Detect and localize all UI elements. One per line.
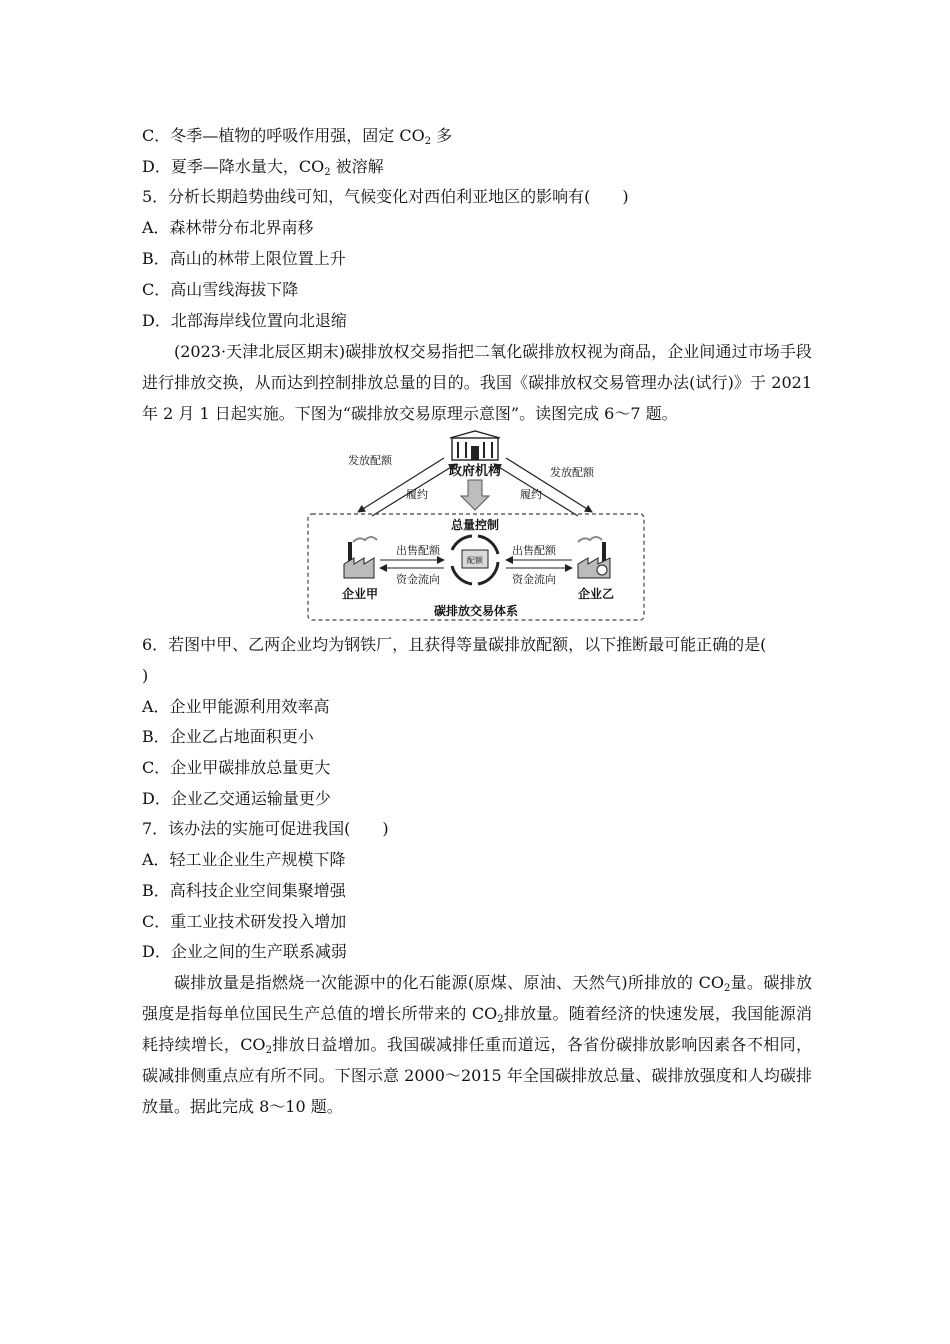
government-label: 政府机构 (448, 464, 502, 479)
passage-carbon-trading: (2023·天津北辰区期末)碳排放权交易指把二氧化碳排放权视为商品，企业间通过市场手段进行排放交换，从而达到控制排放总量的目的。我国《碳排放权交易管理办法(试行)》于 2021 年 2 月 1 日起实施。下图为“碳排放交易原理示意图”。读图完成 6～7 题。 (142, 342, 812, 423)
q5-option-a: A．森林带分布北界南移 (142, 218, 314, 237)
q7-option-c: C．重工业技术研发投入增加 (142, 912, 347, 931)
q6-stem: 6．若图中甲、乙两企业均为钢铁厂，且获得等量碳排放配额，以下推断最可能正确的是( (142, 635, 767, 654)
q7-option-d: D．企业之间的生产联系减弱 (142, 942, 347, 961)
q6-option-d: D．企业乙交通运输量更少 (142, 789, 331, 808)
q4-option-d: D．夏季—降水量大，$CO_2$ 被溶解 (142, 157, 384, 178)
carbon-trading-diagram (300, 430, 650, 626)
trading-system-label: 碳排放交易体系 (433, 604, 519, 618)
sell-quota-right-label: 出售配额 (512, 544, 556, 557)
q7-option-a: A．轻工业企业生产规模下降 (142, 850, 346, 869)
issue-quota-right-label: 发放配额 (550, 466, 594, 479)
q6-option-c: C．企业甲碳排放总量更大 (142, 758, 331, 777)
enterprise-a-label: 企业甲 (341, 587, 379, 601)
q5-option-c: C．高山雪线海拔下降 (142, 280, 299, 299)
q5-option-b: B．高山的林带上限位置上升 (142, 249, 346, 268)
q7-option-b: B．高科技企业空间集聚增强 (142, 881, 346, 900)
comply-left-label: 履约 (406, 488, 428, 501)
q4-option-c: C．冬季—植物的呼吸作用强，固定 $CO_2$ 多 (142, 126, 453, 147)
factory-b-icon (578, 537, 610, 578)
q6-option-b: B．企业乙占地面积更小 (142, 727, 314, 746)
q5-stem: 5．分析长期趋势曲线可知，气候变化对西伯利亚地区的影响有( ) (142, 187, 629, 206)
fund-flow-right-label: 资金流向 (512, 573, 556, 586)
government-building-icon (450, 431, 500, 460)
fund-flow-left-label: 资金流向 (396, 573, 440, 586)
q6-option-a: A．企业甲能源利用效率高 (142, 697, 330, 716)
issue-quota-left-label: 发放配额 (348, 454, 392, 467)
total-control-label: 总量控制 (450, 518, 500, 532)
total-control-arrow (461, 480, 489, 510)
sell-quota-left-label: 出售配额 (396, 544, 440, 557)
q6-stem-end: ) (142, 666, 149, 685)
enterprise-b-label: 企业乙 (577, 587, 615, 601)
quota-icon-label: 配额 (467, 556, 483, 565)
quota-icon (462, 550, 488, 568)
comply-right-label: 履约 (520, 488, 542, 501)
q5-option-d: D．北部海岸线位置向北退缩 (142, 311, 347, 330)
q7-stem: 7．该办法的实施可促进我国( ) (142, 819, 389, 838)
factory-a-icon (344, 537, 377, 578)
passage-carbon-emissions: 碳排放量是指燃烧一次能源中的化石能源(原煤、原油、天然气)所排放的 $CO_2$量。碳排放强度是指每单位国民生产总值的增长所带来的 $CO_2$排放量。随着经济的快速发展，我国能源消耗持续增长，$CO_2$排放日益增加。我国碳减排任重而道远，各省份碳排放影响因素各不相同，碳减排侧重点应有所不同。下图示意 2000～2015 年全国碳排放总量、碳排放强度和人均碳排放量。据此完成 8～10 题。 (142, 973, 812, 1116)
